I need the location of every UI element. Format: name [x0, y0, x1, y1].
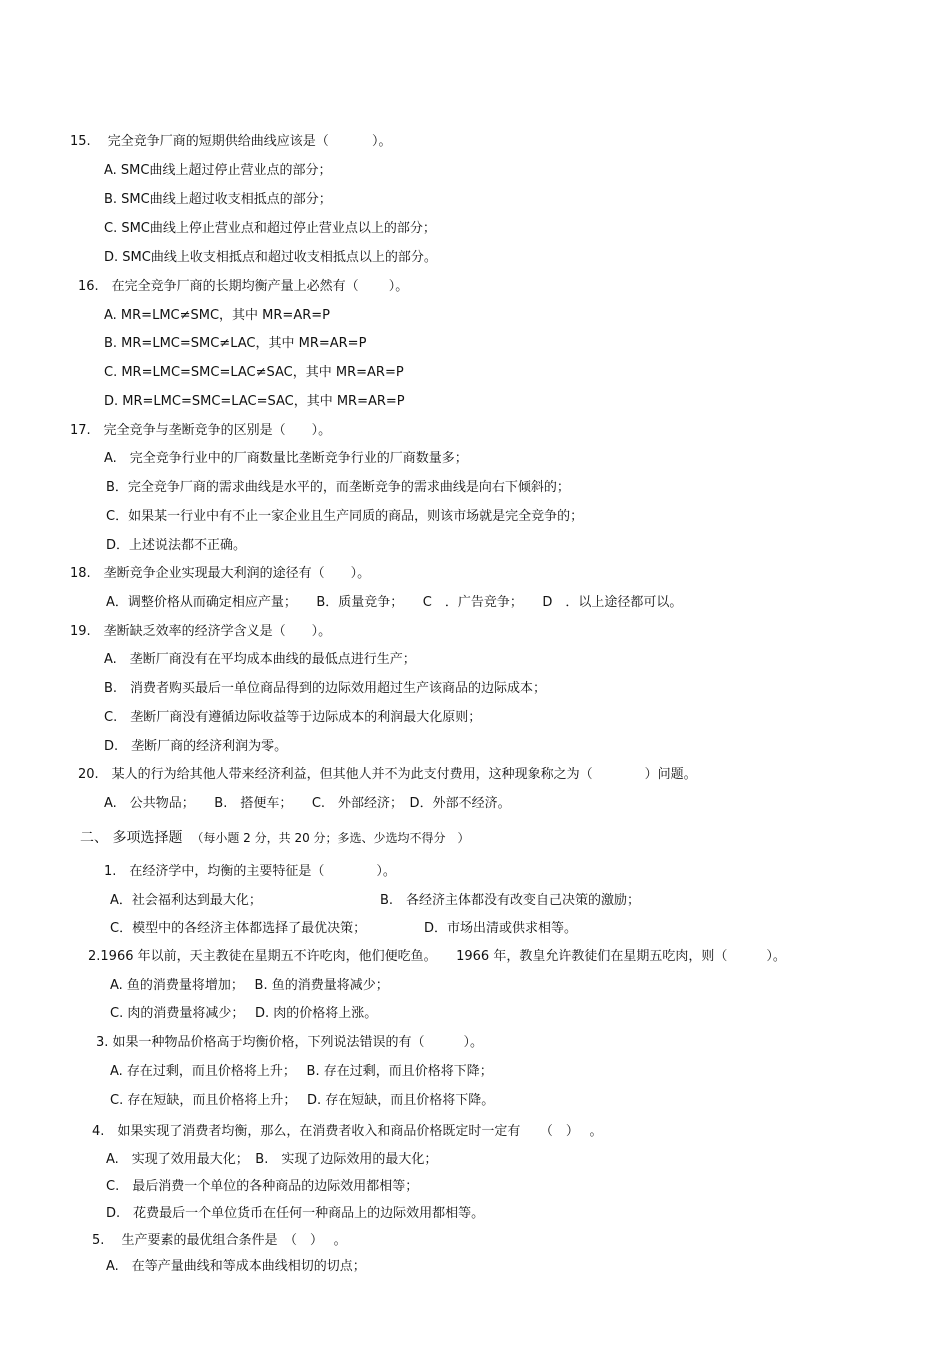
m5-option-a: A. 在等产量曲线和等成本曲线相切的切点；	[106, 1259, 366, 1274]
q20-options: A. 公共物品； B. 搭便车； C. 外部经济； D．外部不经济。	[104, 796, 511, 811]
m2-options-ab: A. 鱼的消费量将增加； B. 鱼的消费量将减少；	[110, 978, 389, 993]
q16-option-b: B. MR=LMC=SMC≠LAC，其中 MR=AR=P	[104, 336, 367, 351]
m1-option-d: D．市场出清或供求相等。	[424, 921, 578, 936]
q18-options: A．调整价格从而确定相应产量； B．质量竞争； C ．广告竞争； D ．以上途径都可以。	[106, 595, 683, 610]
q19-option-b: B. 消费者购买最后一单位商品得到的边际效用超过生产该商品的边际成本；	[104, 681, 547, 696]
m1-stem: 1. 在经济学中，均衡的主要特征是（ ）。	[104, 864, 396, 879]
q16-option-d: D. MR=LMC=SMC=LAC=SAC，其中 MR=AR=P	[104, 394, 405, 409]
m4-option-d: D. 花费最后一个单位货币在任何一种商品上的边际效用都相等。	[106, 1206, 485, 1221]
m4-stem: 4. 如果实现了消费者均衡，那么，在消费者收入和商品价格既定时一定有 （ ） 。	[92, 1124, 603, 1139]
m3-options-cd: C. 存在短缺，而且价格将上升； D. 存在短缺，而且价格将下降。	[110, 1093, 495, 1108]
q17-option-c: C．如果某一行业中有不止一家企业且生产同质的商品，则该市场就是完全竞争的；	[106, 509, 584, 524]
q15-option-b: B. SMC曲线上超过收支相抵点的部分；	[104, 192, 332, 207]
m1-option-b: B. 各经济主体都没有改变自己决策的激励；	[380, 893, 641, 908]
q19-stem: 19. 垄断缺乏效率的经济学含义是（ ）。	[70, 624, 332, 639]
m1-option-a: A．社会福利达到最大化；	[110, 893, 262, 908]
q16-stem: 16. 在完全竞争厂商的长期均衡产量上必然有（ ）。	[78, 279, 409, 294]
q19-option-c: C. 垄断厂商没有遵循边际收益等于边际成本的利润最大化原则；	[104, 710, 482, 725]
q17-option-d: D．上述说法都不正确。	[106, 538, 247, 553]
q15-option-a: A. SMC曲线上超过停止营业点的部分；	[104, 163, 332, 178]
q15-stem: 15. 完全竞争厂商的短期供给曲线应该是（ ）。	[70, 134, 392, 149]
m5-stem: 5. 生产要素的最优组合条件是 （ ） 。	[92, 1233, 347, 1248]
q15-option-c: C. SMC曲线上停止营业点和超过停止营业点以上的部分；	[104, 221, 436, 236]
q15-option-d: D. SMC曲线上收支相抵点和超过收支相抵点以上的部分。	[104, 250, 437, 265]
m4-option-c: C. 最后消费一个单位的各种商品的边际效用都相等；	[106, 1179, 419, 1194]
q20-stem: 20. 某人的行为给其他人带来经济利益，但其他人并不为此支付费用，这种现象称之为（ ）问题。	[78, 767, 697, 782]
q18-stem: 18. 垄断竞争企业实现最大利润的途径有（ ）。	[70, 566, 371, 581]
section-note: （每小题 2 分，共 20 分；多选、少选均不得分 ）	[191, 831, 470, 845]
q17-option-a: A. 完全竞争行业中的厂商数量比垄断竞争行业的厂商数量多；	[104, 451, 468, 466]
q19-option-a: A. 垄断厂商没有在平均成本曲线的最低点进行生产；	[104, 652, 416, 667]
q16-option-c: C. MR=LMC=SMC=LAC≠SAC，其中 MR=AR=P	[104, 365, 404, 380]
q16-option-a: A. MR=LMC≠SMC，其中 MR=AR=P	[104, 308, 330, 323]
m3-stem: 3. 如果一种物品价格高于均衡价格，下列说法错误的有（ ）。	[96, 1035, 484, 1050]
section-title: 二、 多项选择题	[80, 830, 183, 846]
m4-options-ab: A. 实现了效用最大化； B. 实现了边际效用的最大化；	[106, 1152, 438, 1167]
q17-option-b: B．完全竞争厂商的需求曲线是水平的，而垄断竞争的需求曲线是向右下倾斜的；	[106, 480, 570, 495]
m2-options-cd: C. 肉的消费量将减少； D. 肉的价格将上涨。	[110, 1006, 378, 1021]
q19-option-d: D. 垄断厂商的经济利润为零。	[104, 739, 288, 754]
q17-stem: 17. 完全竞争与垄断竞争的区别是（ ）。	[70, 423, 332, 438]
m2-stem: 2.1966 年以前，天主教徒在星期五不许吃肉，他们便吃鱼。 1966 年，教皇允许教徒们在星期五吃肉，则（ ）。	[88, 949, 786, 964]
m1-option-c: C．模型中的各经济主体都选择了最优决策；	[110, 921, 367, 936]
m3-options-ab: A. 存在过剩，而且价格将上升； B. 存在过剩，而且价格将下降；	[110, 1064, 493, 1079]
section-heading-multiple-choice	[80, 829, 470, 847]
